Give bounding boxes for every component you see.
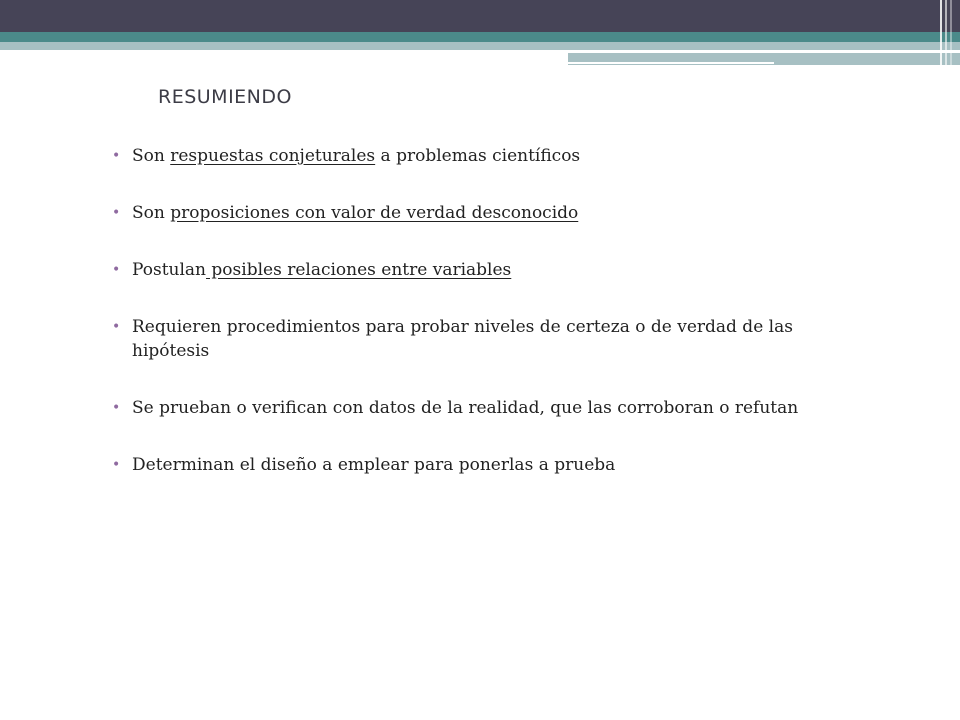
bullet-text-pre: Determinan el diseño a emplear para ponerlas a prueba	[132, 455, 616, 475]
bullet-dot: •	[112, 400, 121, 416]
bullet-item	[112, 144, 872, 168]
bullet-item	[112, 201, 872, 225]
bullet-text-underlined: posibles relaciones entre variables	[206, 260, 512, 280]
bullet-dot: •	[112, 457, 121, 473]
header-stripes	[930, 0, 952, 66]
header-white-band	[0, 50, 568, 56]
bullet-text-underlined: respuestas conjeturales	[170, 146, 376, 166]
header-teal-band	[0, 32, 960, 42]
header-stripe	[950, 0, 952, 66]
bullet-dot: •	[112, 262, 121, 278]
bullet-dot: •	[112, 319, 121, 335]
bullet-dot: •	[112, 148, 121, 164]
bullet-text-pre: Postulan	[132, 260, 207, 280]
bullet-text-pre: Son	[132, 146, 171, 166]
header-lower-line	[568, 62, 774, 64]
header-dark-band	[0, 0, 960, 32]
header-white-line	[568, 50, 888, 53]
bullet-list	[112, 144, 872, 510]
slide-title: RESUMIENDO	[158, 86, 292, 108]
bullet-text-pre: Son	[132, 203, 171, 223]
bullet-text-pre: Se prueban o verifican con datos de la realidad, que las corroboran o refutan	[132, 398, 799, 418]
bullet-item	[112, 453, 872, 477]
bullet-text-pre: Requieren procedimientos para probar niveles de certeza o de verdad de las hipótesis	[132, 317, 793, 361]
bullet-text-post: a problemas científicos	[375, 146, 581, 166]
header-light-band	[0, 42, 960, 50]
header-stripe	[945, 0, 947, 66]
bullet-text-underlined: proposiciones con valor de verdad desconocido	[170, 203, 579, 223]
bullet-item	[112, 258, 872, 282]
bullet-item	[112, 315, 872, 363]
bullet-dot: •	[112, 205, 121, 221]
bullet-item	[112, 396, 872, 420]
header-stripe	[940, 0, 942, 66]
